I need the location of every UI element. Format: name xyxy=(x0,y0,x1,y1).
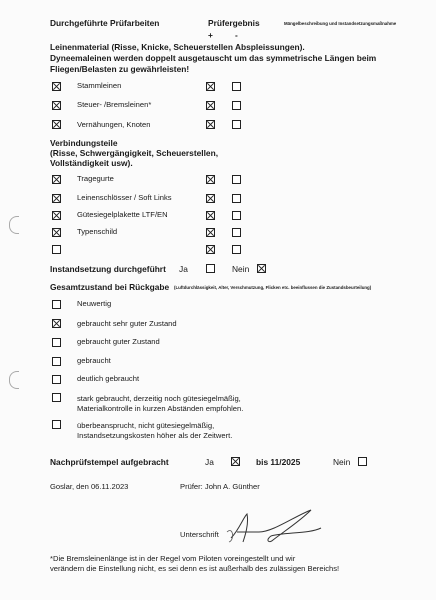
section2-label-4: Typenschild xyxy=(77,227,118,236)
overall-label-6-line2: Materialkontrolle in kurzen Abständen empfohlen. xyxy=(77,404,244,413)
repair-ja-label: Ja xyxy=(179,264,188,274)
section2-minus-5[interactable] xyxy=(232,245,241,254)
signature-label: Unterschrift xyxy=(180,530,219,539)
overall-label-7-line1: überbeansprucht, nicht gütesiegelmäßig, xyxy=(77,421,215,430)
overall-checkbox-4[interactable] xyxy=(52,357,61,366)
section2-title-line3: Vollständigkeit usw). xyxy=(50,158,133,168)
column-header-result: Prüfergebnis xyxy=(208,18,260,28)
section1-label-3: Vernähungen, Knoten xyxy=(77,120,151,129)
section1-plus-3[interactable] xyxy=(206,120,215,129)
overall-note: (Luftdurchlässigkeit, Alter, Verschmutzung, Flicken etc. beeinflussen die Zustandsbeurteilung) xyxy=(174,285,372,290)
section2-plus-2[interactable] xyxy=(206,194,215,203)
overall-checkbox-7[interactable] xyxy=(52,420,61,429)
section1-minus-2[interactable] xyxy=(232,101,241,110)
overall-title: Gesamtzustand bei Rückgabe xyxy=(50,282,170,292)
section2-checkbox-5[interactable] xyxy=(52,245,61,254)
section1-checkbox-3[interactable] xyxy=(52,120,61,129)
section2-checkbox-1[interactable] xyxy=(52,175,61,184)
section1-label-2: Steuer- /Bremsleinen* xyxy=(77,100,152,109)
section2-plus-4[interactable] xyxy=(206,228,215,237)
column-header-notes: Mängelbeschreibung und Instandsetzungsmaßnahme xyxy=(284,21,397,26)
overall-label-6-line1: stark gebraucht, derzeitig noch gütesiegelmäßig, xyxy=(77,394,241,403)
section2-title-line1: Verbindungsteile xyxy=(50,138,118,148)
section1-checkbox-1[interactable] xyxy=(52,82,61,91)
minus-header: - xyxy=(235,30,238,40)
stamp-ja-checkbox[interactable] xyxy=(231,457,240,466)
section2-plus-5[interactable] xyxy=(206,245,215,254)
section1-minus-3[interactable] xyxy=(232,120,241,129)
overall-label-4: gebraucht xyxy=(77,356,111,365)
signature xyxy=(225,502,335,546)
section2-minus-2[interactable] xyxy=(232,194,241,203)
section2-title-line2: (Risse, Schwergängigkeit, Scheuerstellen, xyxy=(50,148,219,158)
section1-plus-2[interactable] xyxy=(206,101,215,110)
section1-title-line1: Leinenmaterial (Risse, Knicke, Scheuerstellen Abspleissungen). xyxy=(50,42,305,52)
punch-hole-mark xyxy=(9,216,19,234)
section2-checkbox-4[interactable] xyxy=(52,228,61,237)
repair-nein-label: Nein xyxy=(232,264,250,274)
stamp-label: Nachprüfstempel aufgebracht xyxy=(50,457,169,467)
overall-checkbox-3[interactable] xyxy=(52,338,61,347)
place-date: Goslar, den 06.11.2023 xyxy=(50,482,129,491)
section2-label-3: Gütesiegelplakette LTF/EN xyxy=(77,210,168,219)
repair-nein-checkbox[interactable] xyxy=(257,264,266,273)
section1-checkbox-2[interactable] xyxy=(52,101,61,110)
overall-checkbox-5[interactable] xyxy=(52,375,61,384)
section2-checkbox-2[interactable] xyxy=(52,194,61,203)
footnote-line2: verändern die Einstellung nicht, es sei denn es ist außerhalb des zulässigen Bereichs! xyxy=(50,564,340,573)
section2-checkbox-3[interactable] xyxy=(52,211,61,220)
examiner: Prüfer: John A. Günther xyxy=(180,482,260,491)
column-header-work: Durchgeführte Prüfarbeiten xyxy=(50,18,160,28)
overall-label-7-line2: Instandsetzungskosten höher als der Zeitwert. xyxy=(77,431,233,440)
section1-plus-1[interactable] xyxy=(206,82,215,91)
section2-minus-4[interactable] xyxy=(232,228,241,237)
section2-label-1: Tragegurte xyxy=(77,174,114,183)
section1-title-line2: Dyneemaleinen werden doppelt ausgetauscht um das symmetrische Längen beim xyxy=(50,53,377,63)
repair-label: Instandsetzung durchgeführt xyxy=(50,264,166,274)
stamp-nein-label: Nein xyxy=(333,457,351,467)
section1-title-line3: Fliegen/Belasten zu gewährleisten! xyxy=(50,64,190,74)
section2-minus-1[interactable] xyxy=(232,175,241,184)
plus-header: + xyxy=(208,30,213,40)
section2-plus-1[interactable] xyxy=(206,175,215,184)
punch-hole-mark xyxy=(9,371,19,389)
stamp-until: bis 11/2025 xyxy=(256,457,301,467)
section2-plus-3[interactable] xyxy=(206,211,215,220)
overall-checkbox-2[interactable] xyxy=(52,319,61,328)
section2-minus-3[interactable] xyxy=(232,211,241,220)
overall-label-5: deutlich gebraucht xyxy=(77,374,140,383)
overall-checkbox-1[interactable] xyxy=(52,300,61,309)
repair-ja-checkbox[interactable] xyxy=(206,264,215,273)
overall-label-1: Neuwertig xyxy=(77,299,112,308)
stamp-ja-label: Ja xyxy=(205,457,214,467)
stamp-nein-checkbox[interactable] xyxy=(358,457,367,466)
overall-label-2: gebraucht sehr guter Zustand xyxy=(77,319,177,328)
section1-label-1: Stammleinen xyxy=(77,81,122,90)
section2-label-2: Leinenschlösser / Soft Links xyxy=(77,193,172,202)
overall-checkbox-6[interactable] xyxy=(52,393,61,402)
section1-minus-1[interactable] xyxy=(232,82,241,91)
overall-label-3: gebraucht guter Zustand xyxy=(77,337,160,346)
footnote-line1: *Die Bremsleinenlänge ist in der Regel vom Piloten voreingestellt und wir xyxy=(50,554,296,563)
